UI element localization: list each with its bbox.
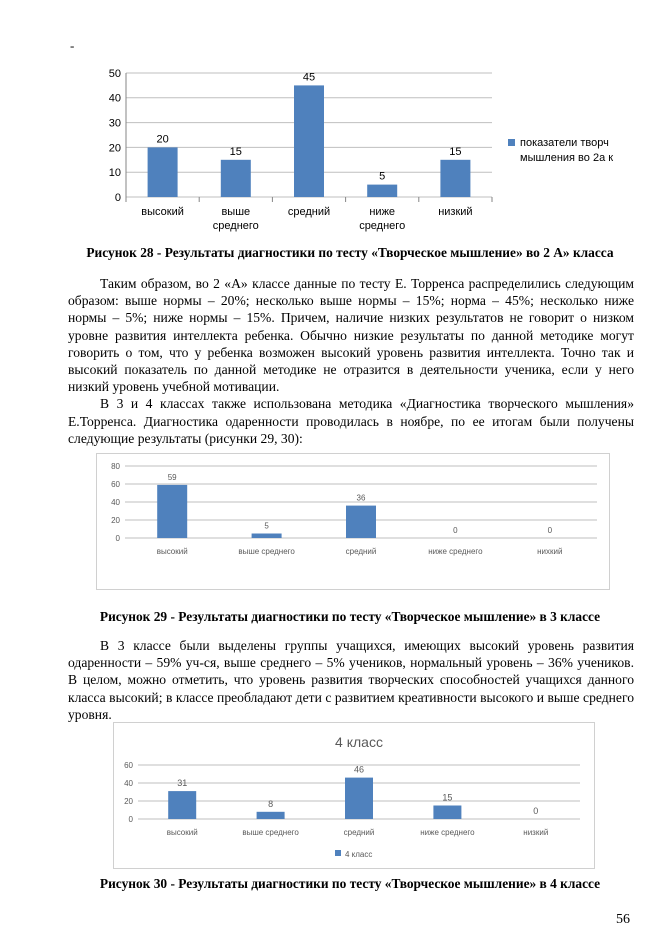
- bar-3: [294, 85, 324, 197]
- bar-2: [252, 534, 282, 539]
- bar-4: [433, 806, 461, 820]
- caption-fig30: Рисунок 30 - Результаты диагностики по тесту «Творческое мышление» в 4 классе: [99, 876, 601, 891]
- data-label-2: 15: [229, 145, 242, 158]
- chart-fig29: [96, 453, 610, 590]
- x-tick-label-3: средний: [287, 206, 331, 218]
- x-tick-label-2: выше: [221, 206, 251, 218]
- x-tick-label-1: высокий: [141, 206, 184, 218]
- data-label-1: 59: [167, 472, 177, 482]
- bar-2: [257, 812, 285, 819]
- legend-line-1: показатели творч: [520, 137, 609, 149]
- x-tick-label-4: ниже среднего: [428, 547, 483, 556]
- data-label-3: 45: [302, 71, 316, 84]
- caption-fig29: Рисунок 29 - Результаты диагностики по тесту «Творческое мышление» в 3 классе: [99, 609, 601, 624]
- y-tick-label: 0: [115, 533, 120, 543]
- data-label-5: 15: [449, 145, 462, 158]
- y-tick-label: 0: [128, 814, 133, 824]
- chart-title: 4 класс: [335, 734, 383, 750]
- paragraph-1: Таким образом, во 2 «А» классе данные по тесту Е. Торренса распределились следующим образом: выше нормы – 20%; несколько выше нормы – 15%; норма – 45%; несколько ниже нормы – 5%; ниже нормы – 15%. Причем, наличие низких результатов не говорит о низком уровне развития интеллекта ребенка. Обычно низкие результаты по данной методике могут говорить о том, что у ребенка возможен высокий уровень развития интеллекта. Точно так и высокий показатель по данной методике не отразится в деятельности ученика, если у него низкий уровень учебной мотивации.: [68, 276, 634, 395]
- y-tick-label: 40: [124, 778, 133, 788]
- chart-fig30: [113, 722, 595, 869]
- paragraph-2: В 3 и 4 классах также использована методика «Диагностика творческого мышления» Е.Торренса. Диагностика одаренности проводилась в ноябре, по ее итогам были получены следующие результаты (рисунки 29, 30):: [68, 396, 634, 446]
- y-tick-label: 40: [111, 497, 120, 507]
- data-label-4: 5: [379, 170, 386, 183]
- chart-fig30-svg: [114, 723, 594, 868]
- x-tick-label-4: ниже среднего: [420, 828, 475, 837]
- x-tick-label-5: нихкий: [537, 547, 563, 556]
- y-tick-label: 20: [111, 515, 120, 525]
- bar-3: [346, 506, 376, 538]
- bar-2: [221, 160, 251, 197]
- data-label-2: 5: [264, 521, 269, 531]
- paragraph-block-1: [68, 275, 634, 447]
- chart-fig29-svg: [97, 454, 609, 589]
- data-label-3: 46: [353, 764, 365, 775]
- legend-label: 4 класс: [345, 850, 373, 859]
- x-tick-label-2: выше среднего: [238, 547, 295, 556]
- data-label-4: 0: [453, 526, 458, 535]
- paragraph-3: В 3 классе были выделены группы учащихся, имеющих высокий уровень развития одаренности – 59% уч-ся, выше среднего – 5% учеников, нормальный уровень – 36% учеников. В целом, можно отметить, что уровень развития творческих способностей учащихся данного класса высокий; в классе преобладают дети с развитием креативности высокого и выше среднего уровня.: [68, 638, 634, 722]
- data-label-2: 8: [268, 798, 274, 809]
- legend-swatch: [335, 850, 341, 856]
- bar-1: [148, 147, 178, 197]
- x-tick-label-2-line2: среднего: [212, 220, 259, 232]
- data-label-1: 20: [156, 133, 169, 146]
- data-label-5: 0: [533, 806, 539, 816]
- bar-1: [168, 791, 196, 819]
- x-tick-label-3: средний: [343, 828, 375, 837]
- chart-fig28: [92, 55, 622, 233]
- bar-3: [345, 778, 373, 819]
- x-tick-label-5: низкий: [523, 828, 549, 837]
- legend-swatch: [508, 139, 515, 146]
- bar-5: [440, 160, 470, 197]
- data-label-5: 0: [547, 526, 553, 535]
- y-tick-label: 30: [108, 117, 121, 130]
- page-dash: -: [70, 38, 75, 53]
- y-tick-label: 40: [108, 92, 121, 105]
- y-tick-label: 0: [114, 191, 121, 204]
- y-tick-label: 10: [108, 167, 121, 180]
- y-tick-label: 60: [124, 760, 133, 770]
- chart-fig28-svg: [92, 55, 622, 233]
- x-tick-label-2: выше среднего: [242, 828, 299, 837]
- bar-4: [367, 185, 397, 197]
- y-tick-label: 20: [124, 796, 133, 806]
- bar-1: [157, 485, 187, 538]
- y-tick-label: 50: [108, 67, 121, 80]
- paragraph-block-2: [68, 637, 634, 723]
- x-tick-label-1: высокий: [166, 828, 198, 837]
- y-tick-label: 20: [108, 142, 121, 155]
- data-label-1: 31: [177, 778, 188, 789]
- y-tick-label: 80: [111, 461, 120, 471]
- caption-fig28: Рисунок 28 - Результаты диагностики по тесту «Творческое мышление» во 2 А» класса: [86, 245, 614, 260]
- page-number: 56: [616, 912, 630, 927]
- data-label-4: 15: [442, 792, 453, 803]
- x-tick-label-1: высокий: [156, 547, 188, 556]
- x-tick-label-3: средний: [345, 547, 377, 556]
- x-tick-label-5: низкий: [438, 206, 473, 218]
- x-tick-label-4-line2: среднего: [359, 220, 406, 232]
- data-label-3: 36: [356, 493, 366, 503]
- y-tick-label: 60: [111, 479, 120, 489]
- legend-line-2: мышления во 2а к: [520, 152, 614, 164]
- x-tick-label-4: ниже: [369, 206, 396, 218]
